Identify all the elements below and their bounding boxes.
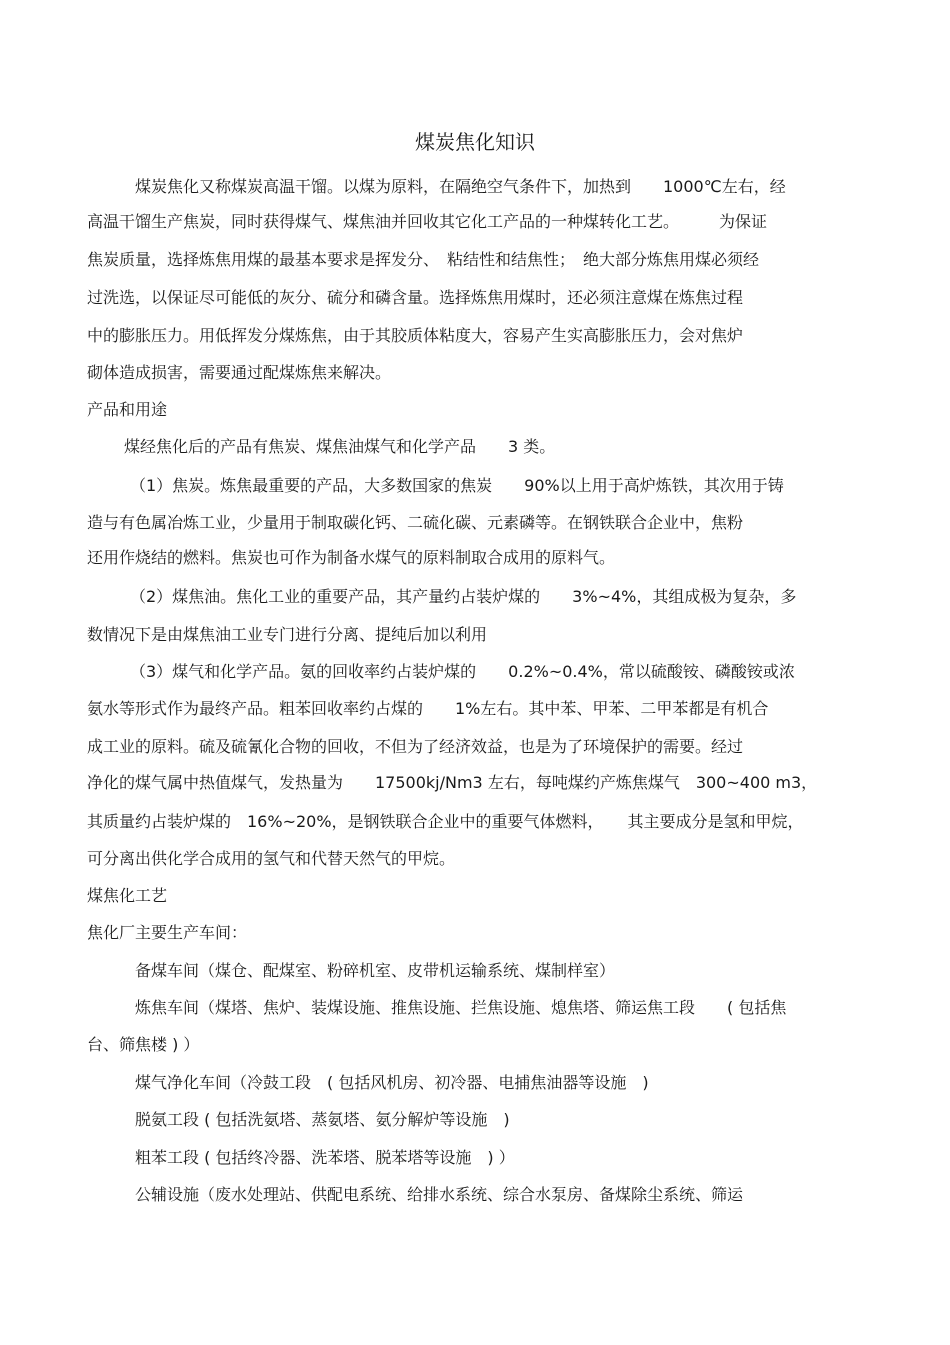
paragraph-line: 砌体造成损害，需要通过配煤炼焦来解决。	[87, 363, 392, 382]
paragraph-line: 成工业的原料。硫及硫氰化合物的回收，不但为了经济效益，也是为了环境保护的需要。经过	[87, 737, 744, 756]
paragraph-line: 焦化厂主要生产车间：	[87, 923, 248, 942]
section-heading: 煤焦化工艺	[87, 886, 168, 905]
paragraph-line: 可分离出供化学合成用的氢气和代替天然气的甲烷。	[87, 849, 456, 868]
paragraph-line: 净化的煤气属中热值煤气，发热量为 17500kj/Nm3 左右，每吨煤约产炼焦煤气 300~400 m3，	[87, 773, 818, 792]
paragraph-line: （3）煤气和化学产品。氨的回收率约占装炉煤的 0.2%~0.4%，常以硫酸铵、磷酸铵或浓	[130, 662, 795, 681]
section-heading: 产品和用途	[87, 400, 168, 419]
list-item: 煤气净化车间（冷鼓工段 ( 包括风机房、初冷器、电捕焦油器等设施 )	[135, 1073, 649, 1092]
paragraph-line: 氨水等形式作为最终产品。粗苯回收率约占煤的 1%左右。其中苯、甲苯、二甲苯都是有机合	[87, 699, 769, 718]
paragraph-line: 焦炭质量，选择炼焦用煤的最基本要求是挥发分、 粘结性和结焦性； 绝大部分炼焦用煤必须经	[87, 250, 760, 269]
paragraph-line: 还用作烧结的燃料。焦炭也可作为制备水煤气的原料制取合成用的原料气。	[87, 548, 616, 567]
list-item: 炼焦车间（煤塔、焦炉、装煤设施、推焦设施、拦焦设施、熄焦塔、筛运焦工段 ( 包括焦	[135, 998, 787, 1017]
list-item: 脱氨工段 ( 包括洗氨塔、蒸氨塔、氨分解炉等设施 )	[135, 1110, 510, 1129]
list-item: 公辅设施（废水处理站、供配电系统、给排水系统、综合水泵房、备煤除尘系统、筛运	[135, 1185, 744, 1204]
paragraph-line: 高温干馏生产焦炭，同时获得煤气、煤焦油并回收其它化工产品的一种煤转化工艺。 为保证	[87, 212, 768, 231]
document-title: 煤炭焦化知识	[415, 130, 535, 154]
paragraph-line: 过洗选，以保证尽可能低的灰分、硫分和磷含量。选择炼焦用煤时，还必须注意煤在炼焦过程	[87, 288, 744, 307]
paragraph-line: （2）煤焦油。焦化工业的重要产品，其产量约占装炉煤的 3%~4%，其组成极为复杂，多	[130, 587, 797, 606]
paragraph-line: 造与有色属冶炼工业，少量用于制取碳化钙、二硫化碳、元素磷等。在钢铁联合企业中，焦粉	[87, 513, 744, 532]
paragraph-line: （1）焦炭。炼焦最重要的产品，大多数国家的焦炭 90%以上用于高炉炼铁，其次用于铸	[130, 476, 784, 495]
list-item: 备煤车间（煤仓、配煤室、粉碎机室、皮带机运输系统、煤制样室）	[135, 961, 616, 980]
list-item: 台、筛焦楼 ) ）	[87, 1035, 200, 1054]
paragraph-line: 煤炭焦化又称煤炭高温干馏。以煤为原料，在隔绝空气条件下，加热到 1000℃左右，经	[135, 177, 786, 196]
paragraph-line: 煤经焦化后的产品有焦炭、煤焦油煤气和化学产品 3 类。	[124, 437, 556, 456]
paragraph-line: 数情况下是由煤焦油工业专门进行分离、提纯后加以利用	[87, 625, 488, 644]
list-item: 粗苯工段 ( 包括终冷器、洗苯塔、脱苯塔等设施 ) ）	[135, 1148, 515, 1167]
paragraph-line: 其质量约占装炉煤的 16%~20%，是钢铁联合企业中的重要气体燃料， 其主要成分是氢和甲烷，	[87, 812, 804, 831]
paragraph-line: 中的膨胀压力。用低挥发分煤炼焦，由于其胶质体粘度大，容易产生实高膨胀压力，会对焦炉	[87, 326, 744, 345]
